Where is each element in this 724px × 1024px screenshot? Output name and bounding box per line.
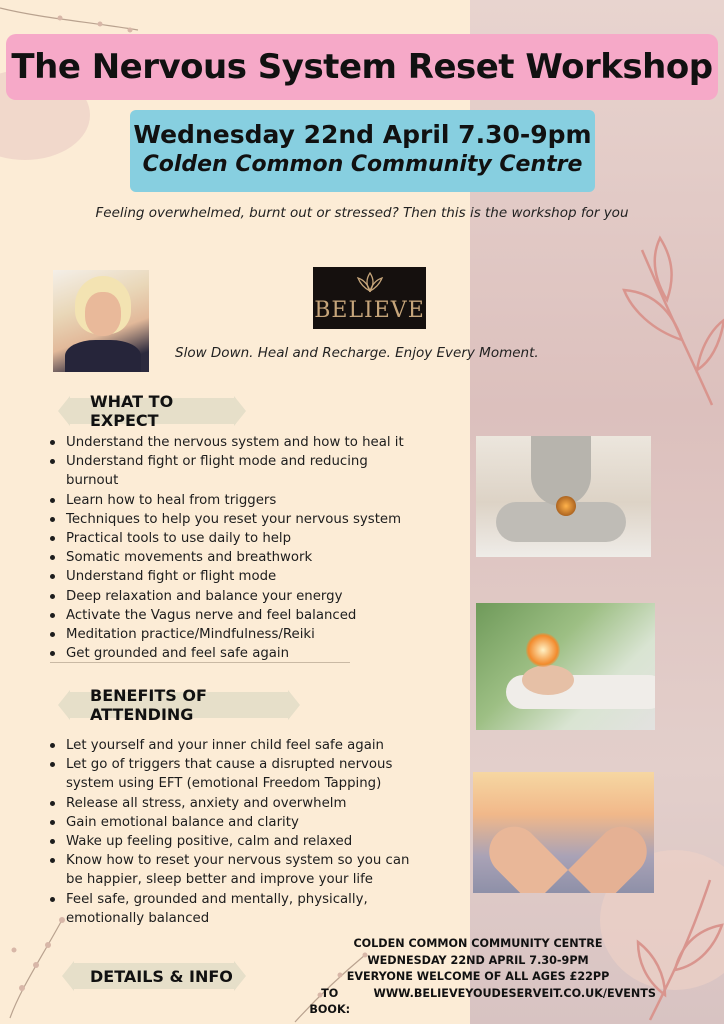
details-pricing: EVERYONE WELCOME OF ALL AGES £22PP [346,970,610,983]
reiki-healing-photo [476,603,655,730]
list-item: Learn how to heal from triggers [48,491,418,510]
details-date-time: WEDNESDAY 22ND APRIL 7.30-9PM [367,953,589,967]
event-details [300,936,656,1019]
slogan: Slow Down. Heal and Recharge. Enjoy Every Moment. [175,345,539,361]
list-item: Release all stress, anxiety and overwhelm [48,794,420,813]
tagline: Feeling overwhelmed, burnt out or stressed? Then this is the workshop for you [95,205,629,221]
list-item: Meditation practice/Mindfulness/Reiki [48,625,418,644]
list-item: Know how to reset your nervous system so you can be happier, sleep better and improve your life [48,851,420,889]
list-item: Activate the Vagus nerve and feel balanced [48,606,418,625]
divider [50,662,350,663]
photo-shape [479,816,568,893]
details-heading: DETAILS & INFO [90,966,233,986]
list-item: Wake up feeling positive, calm and relaxed [48,832,420,851]
list-item: Let go of triggers that cause a disrupted nervous system using EFT (emotional Freedom Tapping) [48,755,420,793]
heart-hands-photo [473,772,654,893]
booking-line [300,986,656,1019]
photo-shape [531,436,591,506]
lotus-icon [355,271,385,293]
yoga-meditation-photo [476,436,651,557]
details-venue: COLDEN COMMON COMMUNITY CENTRE [353,937,603,950]
event-info-box [130,110,595,192]
title-banner [6,34,718,100]
event-venue: Colden Common Community Centre [142,152,583,177]
book-label: TO BOOK: [309,986,351,1016]
photo-shape [522,665,574,695]
list-item: Practical tools to use daily to help [48,529,418,548]
photo-shape [526,633,560,667]
photo-shape [556,496,576,516]
portrait-face [85,292,121,336]
list-item: Understand the nervous system and how to heal it [48,433,418,452]
host-portrait-photo [53,270,149,372]
benefits-banner [68,686,290,724]
believe-logo [313,267,426,329]
page-title: The Nervous System Reset Workshop [11,47,713,87]
leaf-branch-icon [612,230,724,410]
benefits-list [48,736,420,928]
list-item: Techniques to help you reset your nervous system [48,510,418,529]
what-to-expect-banner [68,392,236,430]
list-item: Deep relaxation and balance your energy [48,587,418,606]
list-item: Feel safe, grounded and mentally, physically, emotionally balanced [48,890,420,928]
details-banner [72,961,236,991]
list-item: Let yourself and your inner child feel safe again [48,736,420,755]
list-item: Gain emotional balance and clarity [48,813,420,832]
booking-link[interactable]: WWW.BELIEVEYOUDESERVEIT.CO.UK/EVENTS [373,986,656,1000]
list-item: Get grounded and feel safe again [48,644,418,663]
list-item: Understand fight or flight mode and reducing burnout [48,452,418,490]
benefits-heading: BENEFITS OF ATTENDING [90,686,207,724]
what-to-expect-list [48,433,418,663]
what-to-expect-heading: WHAT TO EXPECT [90,392,174,430]
portrait-body [65,340,141,372]
logo-text: BELIEVE [314,298,425,323]
list-item: Understand fight or flight mode [48,567,418,586]
list-item: Somatic movements and breathwork [48,548,418,567]
event-date-time: Wednesday 22nd April 7.30-9pm [133,120,592,149]
photo-shape [568,816,654,893]
